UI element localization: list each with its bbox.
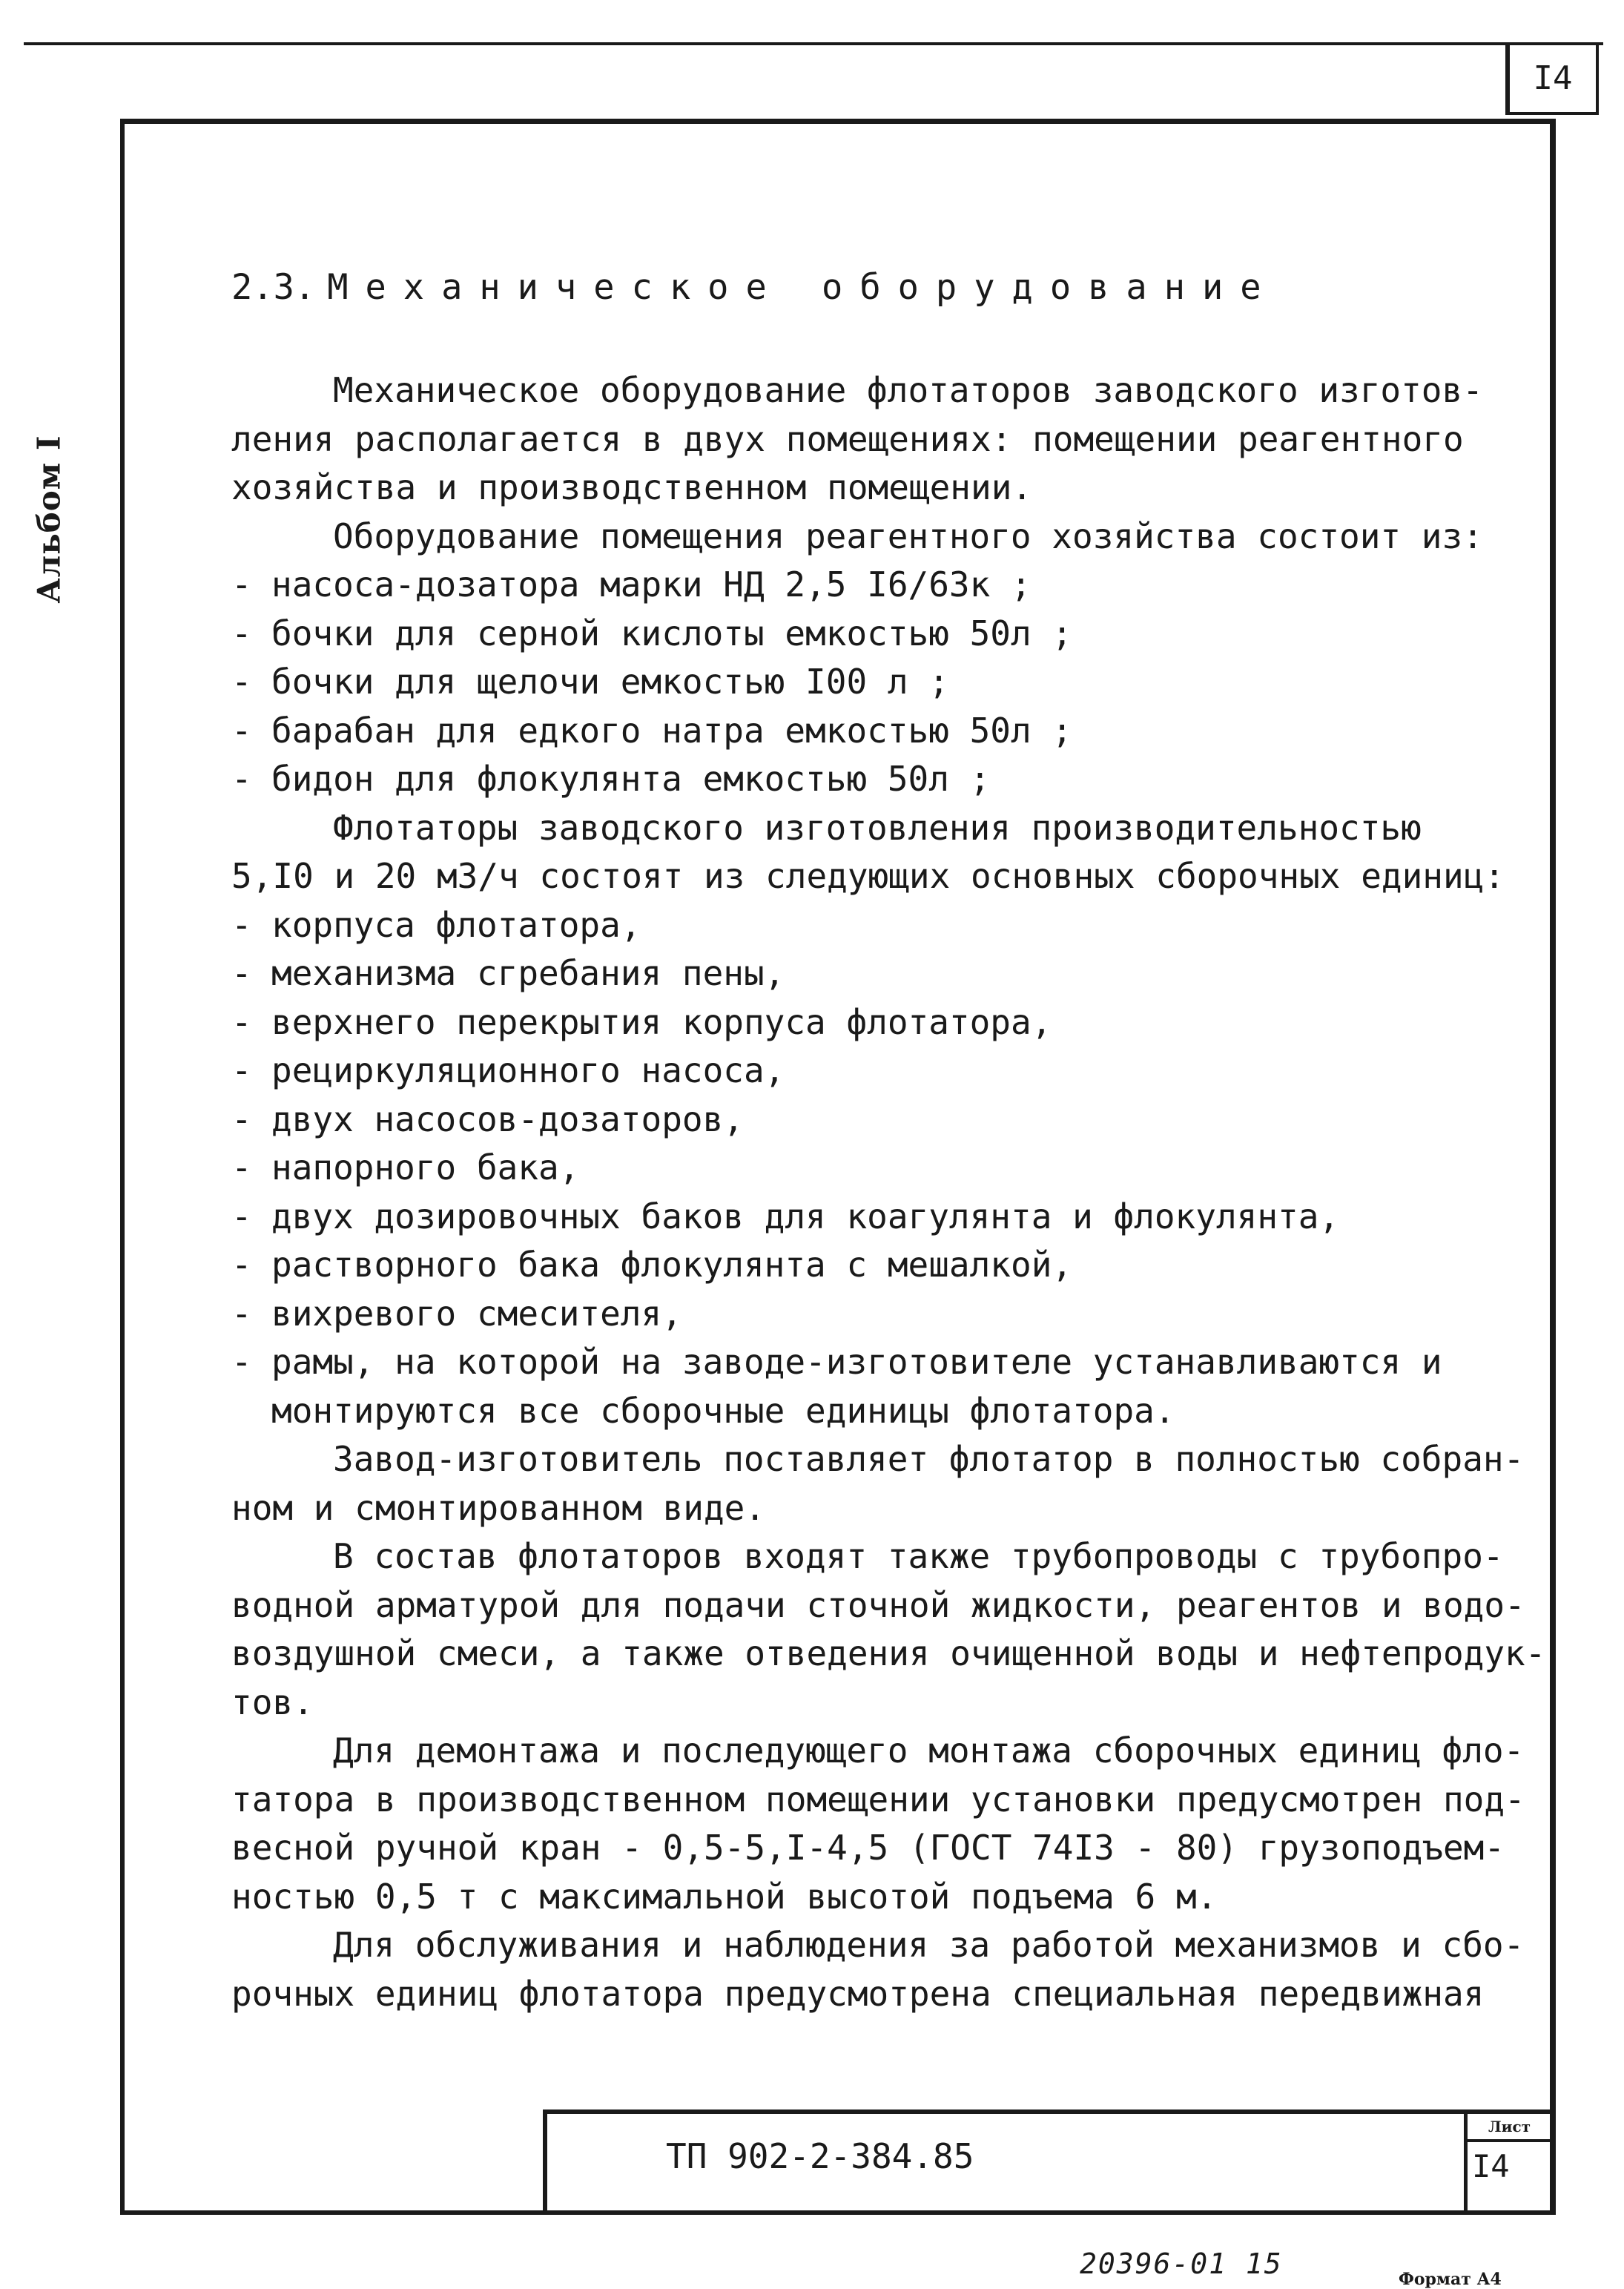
list-item bbox=[231, 1193, 1536, 1242]
list-item bbox=[231, 1047, 1536, 1096]
sheet-number: I4 bbox=[1472, 2148, 1510, 2184]
dash-bullet: - bbox=[231, 759, 252, 799]
list-item-text: рамы, на которой на заводе-изготовителе устанавливаются и bbox=[271, 1342, 1442, 1382]
text-line: воздушной смеси, а также отведения очищенной воды и нефтепродук- bbox=[231, 1633, 1546, 1673]
corner-page-number-text: I4 bbox=[1533, 59, 1573, 97]
list-item bbox=[231, 949, 1536, 998]
text-line: весной ручной кран - 0,5-5,I-4,5 (ГОСТ 74I3 - 80) грузоподъем- bbox=[231, 1828, 1505, 1868]
text-line: тов. bbox=[231, 1682, 314, 1722]
text-line: Завод-изготовитель поставляет флотатор в полностью собран- bbox=[333, 1439, 1525, 1479]
dash-bullet: - bbox=[231, 1196, 252, 1236]
dash-bullet: - bbox=[231, 1099, 252, 1139]
list-item-text: бочки для щелочи емкостью I00 л ; bbox=[271, 662, 949, 702]
list-item bbox=[231, 1338, 1536, 1387]
dash-bullet: - bbox=[231, 953, 252, 993]
archive-number: 20396-01 15 bbox=[1080, 2247, 1283, 2280]
list-item-text: барабан для едкого натра емкостью 50л ; bbox=[271, 710, 1073, 751]
text-line: ном и смонтированном виде. bbox=[231, 1487, 766, 1528]
list-item bbox=[231, 610, 1536, 659]
list-item bbox=[231, 901, 1536, 950]
format-label: Формат А4 bbox=[1399, 2270, 1502, 2289]
list-item bbox=[231, 658, 1536, 707]
text-line: Механическое оборудование флотаторов заводского изготов- bbox=[333, 370, 1483, 410]
body-text bbox=[231, 366, 1546, 2018]
list-item-text: двух дозировочных баков для коагулянта и флокулянта, bbox=[271, 1196, 1340, 1236]
text-line: водной арматурой для подачи сточной жидкости, реагентов и водо- bbox=[231, 1584, 1525, 1625]
list-item bbox=[231, 1096, 1536, 1144]
album-label: Альбом I bbox=[30, 435, 67, 604]
text-line: Для демонтажа и последующего монтажа сборочных единиц фло- bbox=[333, 1730, 1525, 1771]
list-item-text: вихревого смесителя, bbox=[271, 1293, 682, 1334]
text-line: ностью 0,5 т с максимальной высотой подъема 6 м. bbox=[231, 1876, 1218, 1917]
top-rule bbox=[24, 42, 1603, 45]
list-item bbox=[231, 998, 1536, 1047]
text-line: Оборудование помещения реагентного хозяйства состоит из: bbox=[333, 516, 1483, 556]
list-item-text: корпуса флотатора, bbox=[271, 904, 641, 945]
list-item bbox=[231, 1241, 1536, 1290]
list-item bbox=[231, 1290, 1536, 1339]
text-line: хозяйства и производственном помещении. bbox=[231, 467, 1033, 507]
text-line: татора в производственном помещении установки предусмотрен под- bbox=[231, 1779, 1525, 1819]
dash-bullet: - bbox=[231, 1050, 252, 1090]
list-item-text: растворного бака флокулянта с мешалкой, bbox=[271, 1245, 1073, 1285]
dash-bullet: - bbox=[231, 564, 252, 605]
dash-bullet: - bbox=[231, 1001, 252, 1042]
text-line: В состав флотаторов входят также трубопроводы с трубопро- bbox=[333, 1536, 1504, 1576]
section-title: Механическое оборудование bbox=[327, 267, 1278, 308]
text-line: ления располагается в двух помещениях: помещении реагентного bbox=[231, 418, 1464, 459]
list-item-text: бидон для флокулянта емкостью 50л ; bbox=[271, 759, 991, 799]
dash-bullet: - bbox=[231, 1245, 252, 1285]
dash-bullet: - bbox=[231, 710, 252, 751]
list-item-text: верхнего перекрытия корпуса флотатора, bbox=[271, 1001, 1052, 1042]
sheet-cell bbox=[1464, 2114, 1551, 2215]
text-line: 5,I0 и 20 м3/ч состоят из следующих основных сборочных единиц: bbox=[231, 856, 1505, 896]
section-heading bbox=[231, 261, 1536, 314]
corner-page-number bbox=[1505, 44, 1599, 115]
list-item bbox=[231, 707, 1536, 756]
list-item-text: напорного бака, bbox=[271, 1147, 580, 1188]
text-line: Флотаторы заводского изготовления производительностью bbox=[333, 807, 1422, 848]
list-item-continuation: монтируются все сборочные единицы флотатора. bbox=[271, 1390, 1175, 1431]
list-item-text: механизма сгребания пены, bbox=[271, 953, 785, 993]
list-item bbox=[231, 561, 1536, 610]
list-item-text: насоса-дозатора марки НД 2,5 I6/63к ; bbox=[271, 564, 1031, 605]
list-item-text: двух насосов-дозаторов, bbox=[271, 1099, 744, 1139]
dash-bullet: - bbox=[231, 1293, 252, 1334]
title-block bbox=[543, 2109, 1551, 2215]
text-line: Для обслуживания и наблюдения за работой механизмов и сбо- bbox=[333, 1925, 1525, 1965]
text-line: рочных единиц флотатора предусмотрена специальная передвижная bbox=[231, 1973, 1485, 2014]
list-item bbox=[231, 1144, 1536, 1193]
dash-bullet: - bbox=[231, 904, 252, 945]
list-item-text: бочки для серной кислоты емкостью 50л ; bbox=[271, 613, 1073, 653]
list-item-text: рециркуляционного насоса, bbox=[271, 1050, 785, 1090]
sheet-label: Лист bbox=[1468, 2114, 1551, 2142]
section-number: 2.3. bbox=[231, 267, 316, 308]
dash-bullet: - bbox=[231, 1342, 252, 1382]
dash-bullet: - bbox=[231, 613, 252, 653]
document-body bbox=[231, 261, 1546, 2018]
dash-bullet: - bbox=[231, 1147, 252, 1188]
list-item bbox=[231, 755, 1536, 804]
document-code: ТП 902-2-384.85 bbox=[666, 2136, 974, 2176]
dash-bullet: - bbox=[231, 662, 252, 702]
